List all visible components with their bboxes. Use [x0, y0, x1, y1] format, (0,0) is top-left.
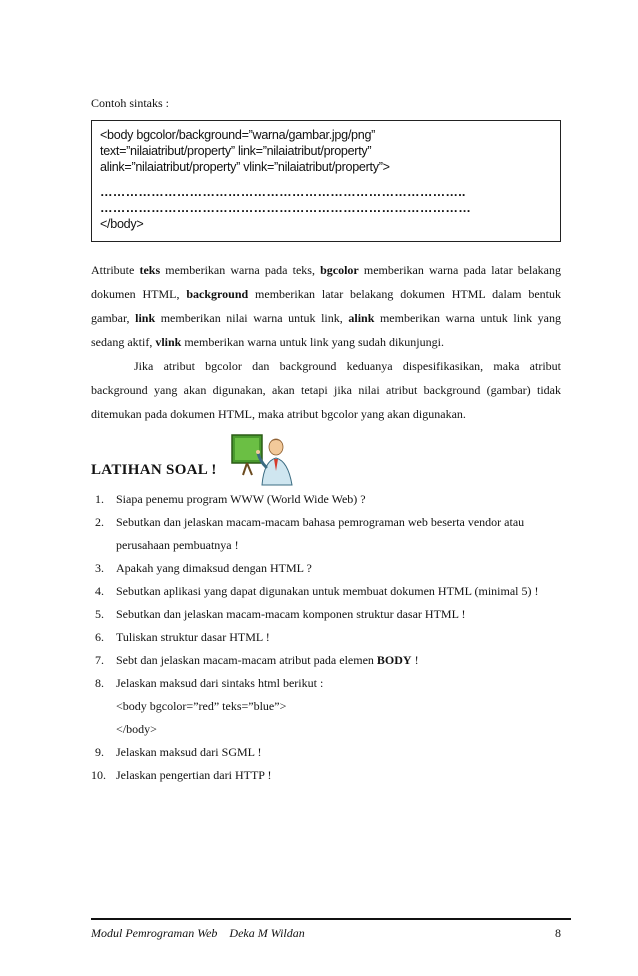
code-dots-1: ………………………………………………………………………….. — [100, 185, 466, 199]
list-item: 6. Tuliskan struktur dasar HTML ! — [95, 630, 270, 644]
q8-code-close: </body> — [116, 722, 157, 736]
code-dots-2: …………………………………………………………………………… — [100, 201, 472, 215]
paragraph-bgcolor-line-3: ditemukan pada dokumen HTML, maka atribut bgcolor yang akan digunakan. — [91, 407, 466, 421]
section-heading: LATIHAN SOAL ! — [91, 462, 217, 478]
paragraph-bgcolor-line-2: background yang akan digunakan, akan tetapi jika nilai atribut background (gambar) tidak — [91, 383, 561, 397]
paragraph-bgcolor-line-1: Jika atribut bgcolor dan background keduanya dispesifikasikan, maka atribut — [134, 359, 561, 373]
teacher-clipart-icon — [230, 431, 296, 487]
footer-title: Modul Pemrograman Web Deka M Wildan — [91, 926, 305, 940]
footer-divider — [91, 918, 571, 920]
paragraph-attributes-line-3: gambar, link memberikan nilai warna untuk link, alink memberikan warna untuk link yang — [91, 311, 561, 325]
code-line-2: text=”nilaiatribut/property” link=”nilaiatribut/property” — [100, 144, 372, 158]
paragraph-attributes-line-4: sedang aktif, vlink memberikan warna untuk link yang sudah dikunjungi. — [91, 335, 444, 349]
code-line-1: <body bgcolor/background=”warna/gambar.jpg/png” — [100, 128, 376, 142]
list-item: 9. Jelaskan maksud dari SGML ! — [95, 745, 262, 759]
list-item: 1. Siapa penemu program WWW (World Wide Web) ? — [95, 492, 366, 506]
code-line-3: alink=”nilaiatribut/property” vlink=”nilaiatribut/property”> — [100, 160, 390, 174]
list-item: 5. Sebutkan dan jelaskan macam-macam komponen struktur dasar HTML ! — [95, 607, 466, 621]
list-item: 7. Sebt dan jelaskan macam-macam atribut pada elemen BODY ! — [95, 653, 419, 667]
page-footer — [91, 926, 571, 941]
list-item: 10. Jelaskan pengertian dari HTTP ! — [91, 768, 272, 782]
list-item: 4. Sebutkan aplikasi yang dapat digunakan untuk membuat dokumen HTML (minimal 5) ! — [95, 584, 539, 598]
list-item: 3. Apakah yang dimaksud dengan HTML ? — [95, 561, 312, 575]
code-example-box — [91, 120, 561, 242]
paragraph-attributes-line-1: Attribute teks memberikan warna pada teks, bgcolor memberikan warna pada latar belakang — [91, 263, 562, 277]
paragraph-attributes-line-2: dokumen HTML, background memberikan latar belakang dokumen HTML dalam bentuk — [91, 287, 561, 301]
list-item: 8. Jelaskan maksud dari sintaks html berikut : — [95, 676, 324, 690]
intro-text: Contoh sintaks : — [91, 96, 170, 110]
exercise-list — [91, 488, 566, 787]
code-closing-tag: </body> — [100, 217, 144, 231]
list-item: 2. Sebutkan dan jelaskan macam-macam bahasa pemrograman web beserta vendor atau perusahaan pembuatnya ! — [95, 515, 525, 552]
q8-code-open: <body bgcolor=”red” teks=”blue”> — [116, 699, 287, 713]
page-number: 8 — [555, 926, 561, 940]
